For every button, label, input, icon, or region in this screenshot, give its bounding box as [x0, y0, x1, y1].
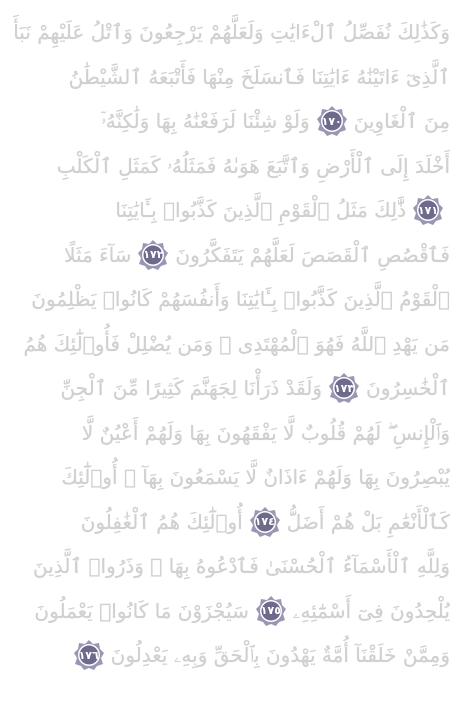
verse-text: وَكَذَٰلِكَ نُفَصِّلُ ٱلْءَايَٰتِ وَلَعَلَّهُمْ يَرْجِعُونَ وَٱتْلُ عَلَيْهِمْ نَبَأَ — [13, 20, 450, 45]
text-line — [6, 277, 450, 322]
verse-text: وَلَوْ شِئْنَا لَرَفَعْنَٰهُ بِهَا وَلَٰكِنَّهُۥٓ — [100, 109, 310, 134]
verse-text: وَمِمَّنْ خَلَقْنَآ أُمَّةٌ يَهْدُونَ بِٱلْحَقِّ وَبِهِۦ يَعْدِلُونَ — [110, 643, 450, 668]
ornamental-verse-number-icon — [137, 239, 169, 271]
text-lines — [6, 10, 450, 722]
verse-number: ١٧٣ — [333, 381, 355, 395]
verse-number: ١٧٤ — [254, 515, 275, 529]
verse-text: كَٱلْأَنْعَٰمِ بَلْ هُمْ أَضَلُّ — [286, 509, 450, 534]
verse-text: ذَّٰلِكَ مَثَلُ ٱلْقَوْمِ ٱلَّذِينَ كَذَّبُوا۟ بِـَٔايَٰتِنَا — [115, 198, 406, 223]
verse-number: ١٧١ — [417, 203, 439, 217]
text-line — [6, 411, 450, 456]
verse-number: ١٧٢ — [143, 248, 164, 262]
text-line — [6, 144, 450, 189]
verse-number: ١٧٠ — [321, 114, 342, 128]
verse-text: يُبْصِرُونَ بِهَا وَلَهُمْ ءَاذَانٌ لَّا يَسْمَعُونَ بِهَآ ۚ أُو۟لَٰٓئِكَ — [61, 465, 450, 490]
verse-text: وَلَقَدْ ذَرَأْنَا لِجَهَنَّمَ كَثِيرًا مِّنَ ٱلْجِنِّ — [60, 376, 323, 401]
verse-text: سَيُجْزَوْنَ مَا كَانُوا۟ يَعْمَلُونَ — [34, 598, 249, 623]
verse-text: سَآءَ مَثَلًا — [64, 242, 132, 267]
verse-text: مَن يَهْدِ ٱللَّهُ فَهُوَ ٱلْمُهْتَدِى ۖ وَمَن يُضْلِلْ فَأُو۟لَٰٓئِكَ هُمُ — [23, 331, 450, 356]
verse-text: ٱلَّذِىٓ ءَاتَيْنَٰهُ ءَايَٰتِنَا فَٱنسَلَخَ مِنْهَا فَأَتْبَعَهُ ٱلشَّيْطَٰنُ — [68, 64, 450, 89]
ornamental-verse-number-icon — [73, 639, 105, 671]
text-line — [6, 455, 450, 500]
verse-text: يُلْحِدُونَ فِىٓ أَسْمَٰٓئِهِۦ — [292, 598, 450, 623]
verse-text: ٱلْخَٰسِرُونَ — [366, 376, 450, 401]
verse-text: وَلِلَّهِ ٱلْأَسْمَآءُ ٱلْحُسْنَىٰ فَٱدْعُوهُ بِهَا ۖ وَذَرُوا۟ ٱلَّذِينَ — [33, 554, 450, 579]
verse-text: فَٱقْصُصِ ٱلْقَصَصَ لَعَلَّهُمْ يَتَفَكَّرُونَ — [175, 242, 450, 267]
verse-text: أُو۟لَٰٓئِكَ هُمُ ٱلْغَٰفِلُونَ — [80, 509, 243, 534]
ornamental-verse-number-icon — [412, 194, 444, 226]
ornamental-verse-number-icon — [316, 105, 348, 137]
verse-number: ١٧٦ — [78, 648, 99, 662]
text-line — [6, 589, 450, 634]
text-line — [6, 500, 450, 545]
text-line — [6, 99, 450, 144]
verse-text: أَخْلَدَ إِلَى ٱلْأَرْضِ وَٱتَّبَعَ هَوَىٰهُ فَمَثَلُهُۥ كَمَثَلِ ٱلْكَلْبِ — [56, 153, 450, 178]
text-line — [6, 633, 450, 678]
verse-number: ١٧٥ — [260, 604, 281, 618]
ornamental-verse-number-icon — [255, 595, 287, 627]
ornamental-verse-number-icon — [249, 506, 281, 538]
verse-text: مِنَ ٱلْغَاوِينَ — [353, 109, 450, 134]
verse-text: ٱلْقَوْمُ ٱلَّذِينَ كَذَّبُوا۟ بِـَٔايَٰتِنَا وَأَنفُسَهُمْ كَانُوا۟ يَظْلِمُونَ — [31, 287, 450, 312]
text-line — [6, 10, 450, 55]
text-line — [6, 322, 450, 367]
text-line — [6, 544, 450, 589]
text-line — [6, 366, 450, 411]
ornamental-verse-number-icon — [328, 372, 360, 404]
text-line — [6, 233, 450, 278]
text-line — [6, 55, 450, 100]
text-line — [6, 188, 450, 233]
verse-text: وَٱلْإِنسِ ۖ لَهُمْ قُلُوبٌ لَّا يَفْقَهُونَ بِهَا وَلَهُمْ أَعْيُنٌ لَّا — [81, 420, 450, 445]
